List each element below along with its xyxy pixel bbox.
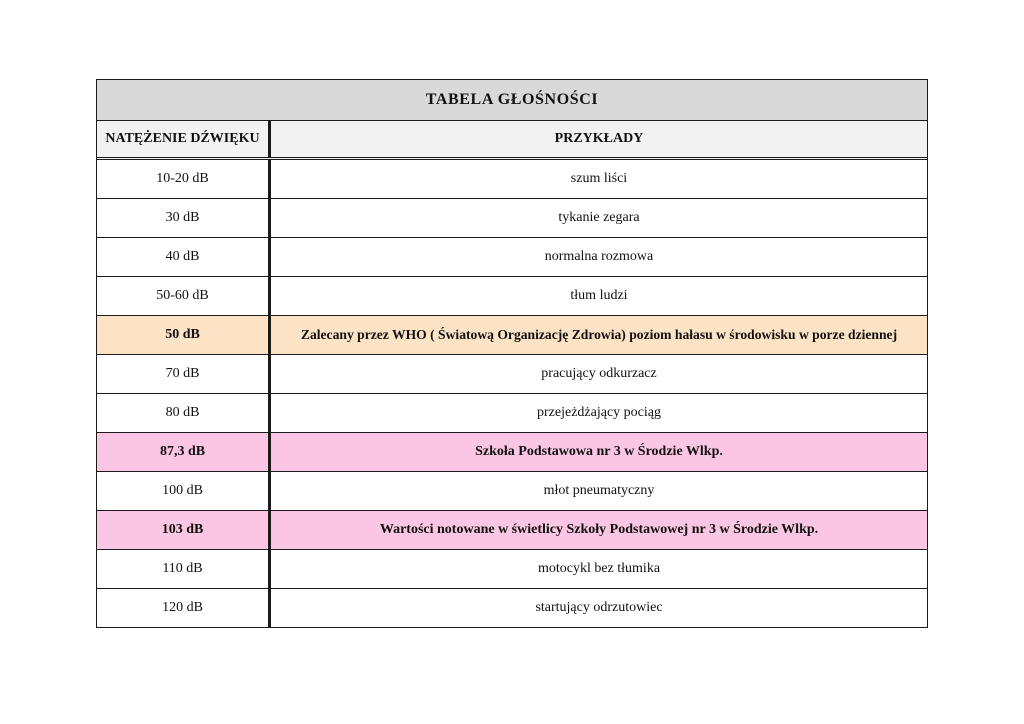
level-cell: 103 dB xyxy=(97,511,271,549)
level-cell: 50 dB xyxy=(97,316,271,354)
example-cell: Zalecany przez WHO ( Światową Organizację Zdrowia) poziom hałasu w środowisku w porze dziennej xyxy=(300,327,898,342)
level-cell: 120 dB xyxy=(97,589,271,627)
level-cell: 80 dB xyxy=(97,394,271,432)
example-cell: Wartości notowane w świetlicy Szkoły Podstawowej nr 3 w Środzie Wlkp. xyxy=(379,522,819,537)
example-cell: Szkoła Podstawowa nr 3 w Środzie Wlkp. xyxy=(475,444,723,459)
table-row-common-room xyxy=(97,511,927,550)
table-row xyxy=(97,277,927,316)
loudness-table xyxy=(96,79,928,628)
table-row xyxy=(97,472,927,511)
table-row xyxy=(97,550,927,589)
table-title: TABELA GŁOŚNOŚCI xyxy=(97,80,927,121)
level-cell: 30 dB xyxy=(97,199,271,237)
table-row-who-recommendation xyxy=(97,316,927,355)
level-cell: 10-20 dB xyxy=(97,160,271,198)
level-cell: 70 dB xyxy=(97,355,271,393)
table-row xyxy=(97,394,927,433)
example-cell: tykanie zegara xyxy=(558,210,640,225)
table-row xyxy=(97,589,927,627)
table-row xyxy=(97,238,927,277)
level-cell: 40 dB xyxy=(97,238,271,276)
example-cell: startujący odrzutowiec xyxy=(535,600,663,615)
example-cell: motocykl bez tłumika xyxy=(537,561,661,576)
header-intensity: NATĘŻENIE DŹWIĘKU xyxy=(97,121,271,157)
example-cell: przejeżdżający pociąg xyxy=(537,405,661,420)
level-cell: 110 dB xyxy=(97,550,271,588)
example-cell: normalna rozmowa xyxy=(544,249,654,264)
level-cell: 50-60 dB xyxy=(97,277,271,315)
level-cell: 87,3 dB xyxy=(97,433,271,471)
header-examples: PRZYKŁADY xyxy=(554,131,644,146)
level-cell: 100 dB xyxy=(97,472,271,510)
table-row-school xyxy=(97,433,927,472)
example-cell: szum liści xyxy=(570,171,628,186)
table-row xyxy=(97,355,927,394)
example-cell: młot pneumatyczny xyxy=(543,483,655,498)
example-cell: pracujący odkurzacz xyxy=(541,366,657,381)
table-row xyxy=(97,160,927,199)
table-row xyxy=(97,199,927,238)
table-header-row xyxy=(97,121,927,160)
example-cell: tłum ludzi xyxy=(570,288,628,303)
